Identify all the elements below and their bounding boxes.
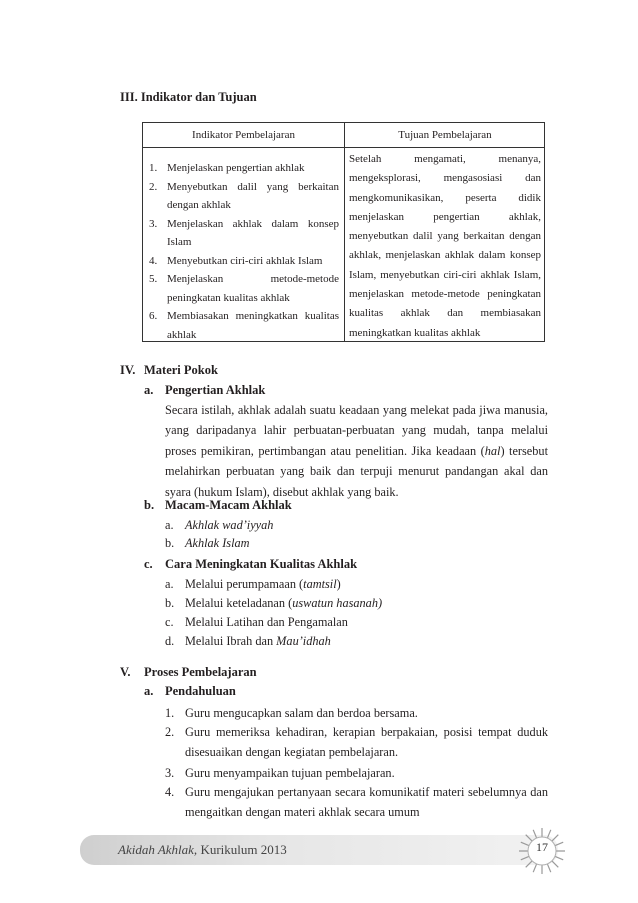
section-3-heading: III. Indikator dan Tujuan [120,90,257,104]
table-header-divider [143,147,544,148]
subsection-title-methods: Cara Meningkatan Kualitas Akhlak [165,557,358,571]
page-number: 17 [536,840,548,854]
objective-text: Setelah mengamati, menanya, mengeksplorasi, mengasosiasi dan mengkomunikasikan, peserta didik menjelaskan pengertian akhlak, menyebutkan dalil yang berkaitan dengan akhlak, menjelaskan akhlak dalam konsep Islam, menyebutkan ciri-ciri akhlak Islam, menjelaskan metode-metode peningkatan kualitas akhlak dan membiasakan meningkatkan kualitas akhlak [349,153,541,339]
subsection-title-definition: Pengertian Akhlak [165,383,266,397]
footer-book-title: Akidah Akhlak, Kurikulum 2013 [118,842,287,857]
list-item: 3. Guru menyampaikan tujuan pembelajaran. [165,766,395,780]
indicator-item: 2. Menyebutkan dalil yang berkaitan dengan akhlak [149,180,339,211]
indicator-objective-table [142,122,545,342]
list-item: c. Melalui Latihan dan Pengamalan [165,615,348,629]
indicator-item: 3. Menjelaskan akhlak dalam konsep Islam [149,217,339,248]
subsection-label: b. [144,498,155,512]
indicator-item: 4. Menyebutkan ciri-ciri akhlak Islam [149,254,323,267]
table-column-divider [344,123,345,341]
list-item: b. Akhlak Islam [165,536,250,550]
subsection-label: c. [144,557,153,571]
list-item: 2. Guru memeriksa kehadiran, kerapian berpakaian, posisi tempat duduk disesuaikan dengan kegiatan pembelajaran. [165,725,548,759]
subsection-title-types: Macam-Macam Akhlak [165,498,292,512]
section-4-number: IV. [120,363,136,377]
table-header-objective: Tujuan Pembelajaran [398,129,492,141]
definition-paragraph: Secara istilah, akhlak adalah suatu keadaan yang melekat pada jiwa manusia, yang daripadanya lahir perbuatan-perbuatan yang mudah, tanpa melalui proses pemikiran, pertimbangan atau penelitian. Jika keadaan (hal) tersebut melahirkan perbuatan yang baik dan terpuji menurut pandangan akal dan syara (hukum Islam), disebut akhlak yang baik. [165,403,548,499]
list-item: a. Akhlak wad’iyyah [165,518,274,532]
list-item: 1. Guru mengucapkan salam dan berdoa bersama. [165,706,418,720]
section-4-heading: Materi Pokok [144,363,218,377]
subsection-title-introduction: Pendahuluan [165,684,236,698]
list-item: d. Melalui Ibrah dan Mau’idhah [165,634,331,648]
list-item: b. Melalui keteladanan (uswatun hasanah) [165,596,383,610]
indicator-item: 1. Menjelaskan pengertian akhlak [149,162,305,174]
indicator-item: 6. Membiasakan meningkatkan kualitas akhlak [149,310,339,341]
indicator-item: 5. Menjelaskan metode-metode peningkatan kualitas akhlak [149,273,339,304]
indicator-list [149,159,339,344]
section-5-number: V. [120,665,131,679]
subsection-label: a. [144,383,154,397]
table-header-indicator: Indikator Pembelajaran [192,129,295,141]
list-item: a. Melalui perumpamaan (tamtsil) [165,577,341,591]
subsection-label: a. [144,684,154,698]
list-item: 4. Guru mengajukan pertanyaan secara komunikatif materi sebelumnya dan mengaitkan dengan materi akhlak secara umum [165,785,548,819]
section-5-heading: Proses Pembelajaran [144,665,257,679]
